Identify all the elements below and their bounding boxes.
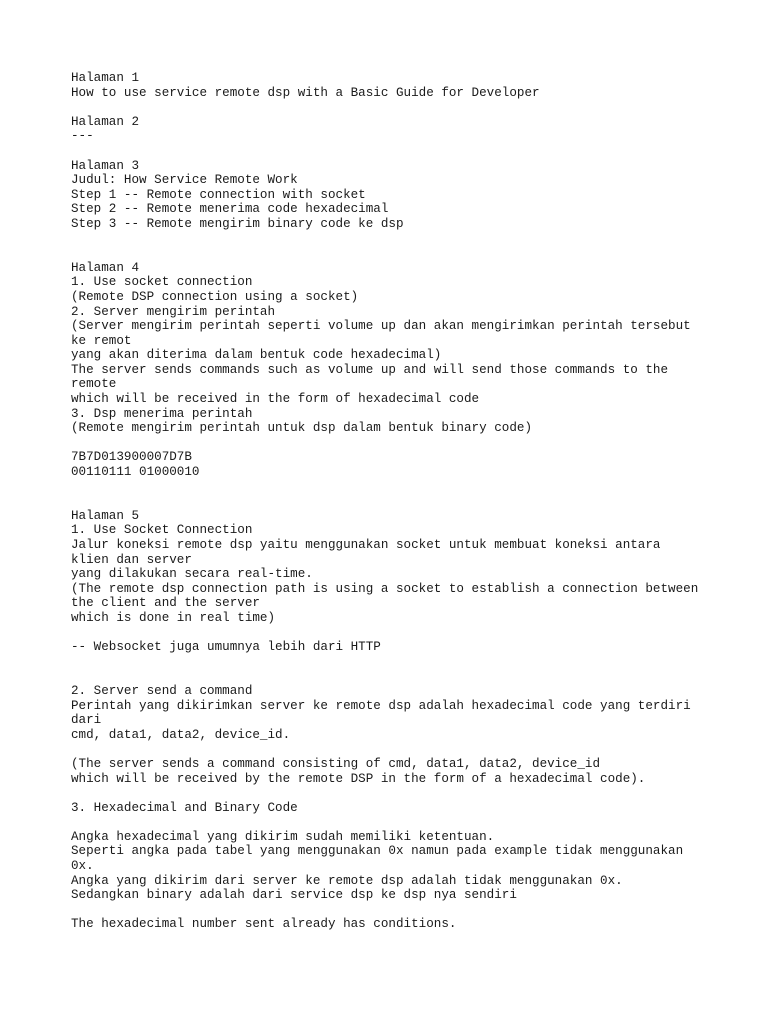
text-line: (Server mengirim perintah seperti volume up dan akan mengirimkan perintah tersebut (71, 319, 691, 334)
blank-line (71, 742, 721, 757)
text-line: (Remote DSP connection using a socket) (71, 289, 359, 304)
text-line: 3. Dsp menerima perintah (71, 406, 253, 421)
text-line: Halaman 5 (71, 508, 140, 523)
text-line: 2. Server mengirim perintah (71, 304, 276, 319)
blank-line (71, 786, 721, 801)
text-line: Judul: How Service Remote Work (71, 173, 298, 188)
blank-line (71, 436, 721, 451)
blank-line (71, 232, 721, 247)
document-page (71, 71, 721, 932)
text-line: Sedangkan binary adalah dari service dsp ke dsp nya sendiri (71, 888, 517, 903)
text-line: --- (71, 129, 94, 144)
text-line: Step 1 -- Remote connection with socket (71, 187, 366, 202)
text-line: -- Websocket juga umumnya lebih dari HTTP (71, 640, 381, 655)
text-line: which is done in real time) (71, 610, 276, 625)
text-line: The hexadecimal number sent already has conditions. (71, 917, 457, 932)
blank-line (71, 100, 721, 115)
text-line: (The remote dsp connection path is using a socket to establish a connection between (71, 581, 699, 596)
text-line: yang dilakukan secara real-time. (71, 567, 313, 582)
text-line: Halaman 2 (71, 114, 140, 129)
text-line: Seperti angka pada tabel yang menggunakan 0x namun pada example tidak menggunakan (71, 844, 684, 859)
blank-line (71, 669, 721, 684)
text-line: the client and the server (71, 596, 260, 611)
text-line: 00110111 01000010 (71, 465, 200, 480)
text-line: dari (71, 713, 102, 728)
text-line: Step 3 -- Remote mengirim binary code ke dsp (71, 216, 404, 231)
text-line: which will be received by the remote DSP in the form of a hexadecimal code). (71, 771, 646, 786)
text-line: 1. Use Socket Connection (71, 523, 253, 538)
text-line: 3. Hexadecimal and Binary Code (71, 800, 298, 815)
blank-line (71, 144, 721, 159)
blank-line (71, 903, 721, 918)
blank-line (71, 246, 721, 261)
blank-line (71, 626, 721, 641)
text-line: ke remot (71, 333, 132, 348)
text-line: Angka hexadecimal yang dikirim sudah memiliki ketentuan. (71, 829, 495, 844)
text-line: The server sends commands such as volume up and will send those commands to the (71, 362, 669, 377)
blank-line (71, 494, 721, 509)
text-line: (Remote mengirim perintah untuk dsp dalam bentuk binary code) (71, 421, 533, 436)
text-line: Step 2 -- Remote menerima code hexadecimal (71, 202, 389, 217)
blank-line (71, 480, 721, 495)
text-line: Jalur koneksi remote dsp yaitu menggunakan socket untuk membuat koneksi antara (71, 538, 661, 552)
text-line: 7B7D013900007D7B (71, 450, 192, 465)
text-line: 1. Use socket connection (71, 275, 253, 290)
blank-line (71, 815, 721, 830)
text-line: cmd, data1, data2, device_id. (71, 727, 291, 742)
text-line: Halaman 3 (71, 158, 140, 173)
text-line: yang akan diterima dalam bentuk code hexadecimal) (71, 348, 442, 363)
text-line: Halaman 1 (71, 71, 140, 85)
text-line: Perintah yang dikirimkan server ke remote dsp adalah hexadecimal code yang terdiri (71, 698, 691, 713)
text-line: (The server sends a command consisting of cmd, data1, data2, device_id (71, 756, 601, 771)
text-line: 2. Server send a command (71, 683, 253, 698)
text-line: klien dan server (71, 552, 192, 567)
text-line: How to use service remote dsp with a Basic Guide for Developer (71, 85, 540, 100)
text-line: remote (71, 377, 117, 392)
text-line: Angka yang dikirim dari server ke remote dsp adalah tidak menggunakan 0x. (71, 873, 623, 888)
blank-line (71, 655, 721, 670)
text-line: Halaman 4 (71, 260, 140, 275)
text-line: 0x. (71, 859, 94, 874)
text-line: which will be received in the form of hexadecimal code (71, 392, 480, 407)
